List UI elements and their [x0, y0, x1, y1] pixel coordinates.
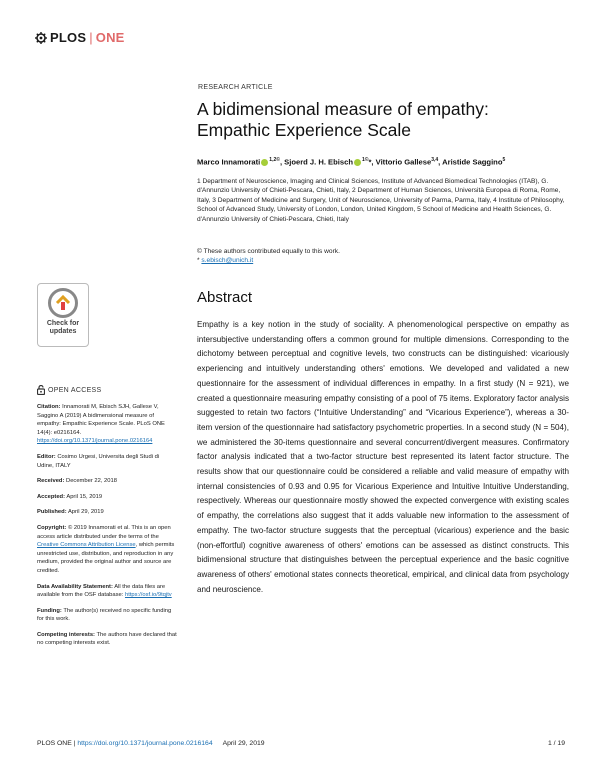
open-access-label: OPEN ACCESS	[48, 386, 102, 394]
author-name[interactable]: Vittorio Gallese	[375, 157, 432, 167]
corresponding-email[interactable]: s.ebisch@unich.it	[201, 257, 254, 265]
footer-doi-link[interactable]: https://doi.org/10.1371/journal.pone.0216164	[77, 740, 213, 747]
article-title: A bidimensional measure of empathy: Empathic Experience Scale	[197, 99, 489, 140]
funding-block	[37, 607, 177, 624]
email-icon: *	[197, 257, 202, 265]
article-type: RESEARCH ARTICLE	[198, 84, 273, 91]
check-updates-icon	[48, 288, 78, 318]
author-name[interactable]: Aristide Saggino	[442, 157, 503, 167]
author-name[interactable]: Sjoerd J. H. Ebisch	[284, 157, 353, 167]
open-access	[37, 385, 101, 395]
data-availability-label: Data Availability Statement:	[37, 583, 113, 590]
license-link[interactable]: Creative Commons Attribution License	[37, 542, 136, 549]
author-affil: 3,4	[431, 157, 439, 163]
citation-doi-link[interactable]: https://doi.org/10.1371/journal.pone.0216164	[37, 438, 153, 445]
footer-separator: |	[71, 740, 78, 747]
orcid-icon[interactable]	[261, 159, 268, 166]
journal-name-one: ONE	[95, 30, 125, 45]
journal-name-plos: PLOS	[50, 30, 87, 45]
footer-date: April 29, 2019	[222, 740, 265, 747]
article-metadata-sidebar	[37, 403, 177, 655]
data-availability-text: All the data files are available from the OSF database:	[37, 583, 166, 599]
page-footer	[37, 740, 565, 747]
abstract-body: Empathy is a key notion in the study of sociality. A phenomenological perspective on empathy as intersubjective understanding offers a common ground for multiple dimensions. Corresponding to the dichotomy between perceptual and cognitive levels, two constructs can be distinguished: vicariously experiencing and intuitively understanding others' emotions. We developed and validated a new questionnaire for the assessment of individual differences in empathy. In a first study (N = 921), we created a questionnaire measuring empathy consisting of a pool of 75 items. Exploratory factor analysis suggested to retain two factors (“Intuitive Understanding” and “Vicarious Experience”), whereas a 30-item version of the questionnaire had satisfactory psychometric properties. In a second study (N = 504), we administered the 30-items questionnaire and several concurrent/divergent measures. Confirmatory factor analysis indicated that a two-factor structure best represented its latent factor structure. The results show that our questionnaire could be considered a reliable and valid measure of empathy with internal consistencies of 0.93 and 0.95 for Vicarious Experience and Intuitive Intuitive Understanding, respectively. Whereas our questionnaire mostly showed the expected convergence with existing scales of empathy, the correlations also suggest that it adds valuable new information to the assessment of empathy. The two-factor structure suggests that the perceptual (vicarious) experience and the basic (non-effortful) cognitive awareness of others' emotions can be assessed as distinct constructs. This bidimensional structure that distinguishes between the perceptual experience and the basic cognitive awareness of others' emotional states connects theoretical, empirical, and clinical data from psychology and neuroscience.	[197, 320, 569, 594]
editor-block	[37, 453, 177, 470]
copyright-block	[37, 524, 177, 576]
published-date: April 29, 2019	[67, 509, 104, 516]
check-updates-label: Check for updates	[46, 320, 80, 335]
osf-link[interactable]: https://osf.io/9tqjtv	[124, 592, 172, 599]
received-label: Received:	[37, 478, 65, 485]
author-affil: 1©	[361, 157, 369, 163]
received-block	[37, 477, 177, 486]
plos-logo-icon	[35, 32, 47, 44]
orcid-icon[interactable]	[354, 159, 361, 166]
competing-interests-text: The authors have declared that no competing interests exist.	[37, 631, 177, 647]
open-lock-icon	[37, 385, 45, 395]
copyright-text: © 2019 Innamorati et al. This is an open access article distributed under the terms of the	[37, 524, 171, 540]
copyright-text-end: , which permits unrestricted use, distribution, and reproduction in any medium, provided the original author and source are credited.	[37, 542, 175, 574]
accepted-block	[37, 493, 177, 502]
footer-journal: PLOS ONE	[37, 740, 72, 747]
competing-interests-block	[37, 631, 177, 648]
data-availability-block	[37, 583, 177, 600]
journal-logo	[35, 30, 125, 45]
editor-label: Editor:	[37, 453, 56, 460]
check-for-updates-badge[interactable]	[37, 283, 89, 347]
author-list: Marco Innamorati $^{1,2©}$, Sjoerd J. H. Ebisch $^{1©}$*, Vittorio Gallese$^{3,4}$, Aristide Saggino$^5$	[197, 157, 506, 167]
copyright-label: Copyright:	[37, 524, 67, 531]
published-label: Published:	[37, 509, 67, 516]
funding-label: Funding:	[37, 607, 62, 614]
citation-label: Citation:	[37, 404, 61, 410]
competing-interests-label: Competing interests:	[37, 631, 95, 638]
page-number: 1 / 19	[547, 740, 565, 747]
author-affil: 5	[502, 157, 506, 163]
editor-text: Cosimo Urgesi, Universita degli Studi di Udine, ITALY	[37, 453, 160, 469]
funding-text: The author(s) received no specific funding for this work.	[37, 607, 172, 623]
contribution-notes	[197, 247, 567, 266]
author-affil: 1,2©	[269, 157, 280, 163]
accepted-label: Accepted:	[37, 493, 66, 500]
logo-separator: |	[89, 30, 93, 45]
author-name[interactable]: Marco Innamorati	[197, 157, 261, 167]
citation-block	[37, 403, 177, 446]
affiliations: 1 Department of Neuroscience, Imaging and Clinical Sciences, Institute of Advanced Biomedical Technologies (ITAB), G. d'Annunzio University of Chieti-Pescara, Chieti, Italy, 2 Department of Human Sciences, Università Europea di Roma, Rome, Italy, 3 Department of Medicine and Surgery, Unit of Neuroscience, University of Parma, Parma, Italy, 4 Institute of Philosophy, School of Advanced Study, University of London, London, United Kingdom, 5 School of Medicine and Health Sciences, G. d'Annunzio University of Chieti-Pescara, Chieti, Italy	[197, 178, 565, 223]
equal-contribution-note: © These authors contributed equally to this work.	[197, 248, 340, 255]
published-block	[37, 508, 177, 517]
corresponding-mark: *	[368, 157, 372, 167]
accepted-date: April 15, 2019	[66, 493, 103, 500]
abstract-heading: Abstract	[197, 289, 253, 306]
citation-text: Innamorati M, Ebisch SJH, Gallese V, Saggino A (2019) A bidimensional measure of empathy: Empathic Experience Scale. PLoS ONE 14(4): e0216164.	[37, 404, 165, 436]
received-date: December 22, 2018	[66, 478, 117, 485]
